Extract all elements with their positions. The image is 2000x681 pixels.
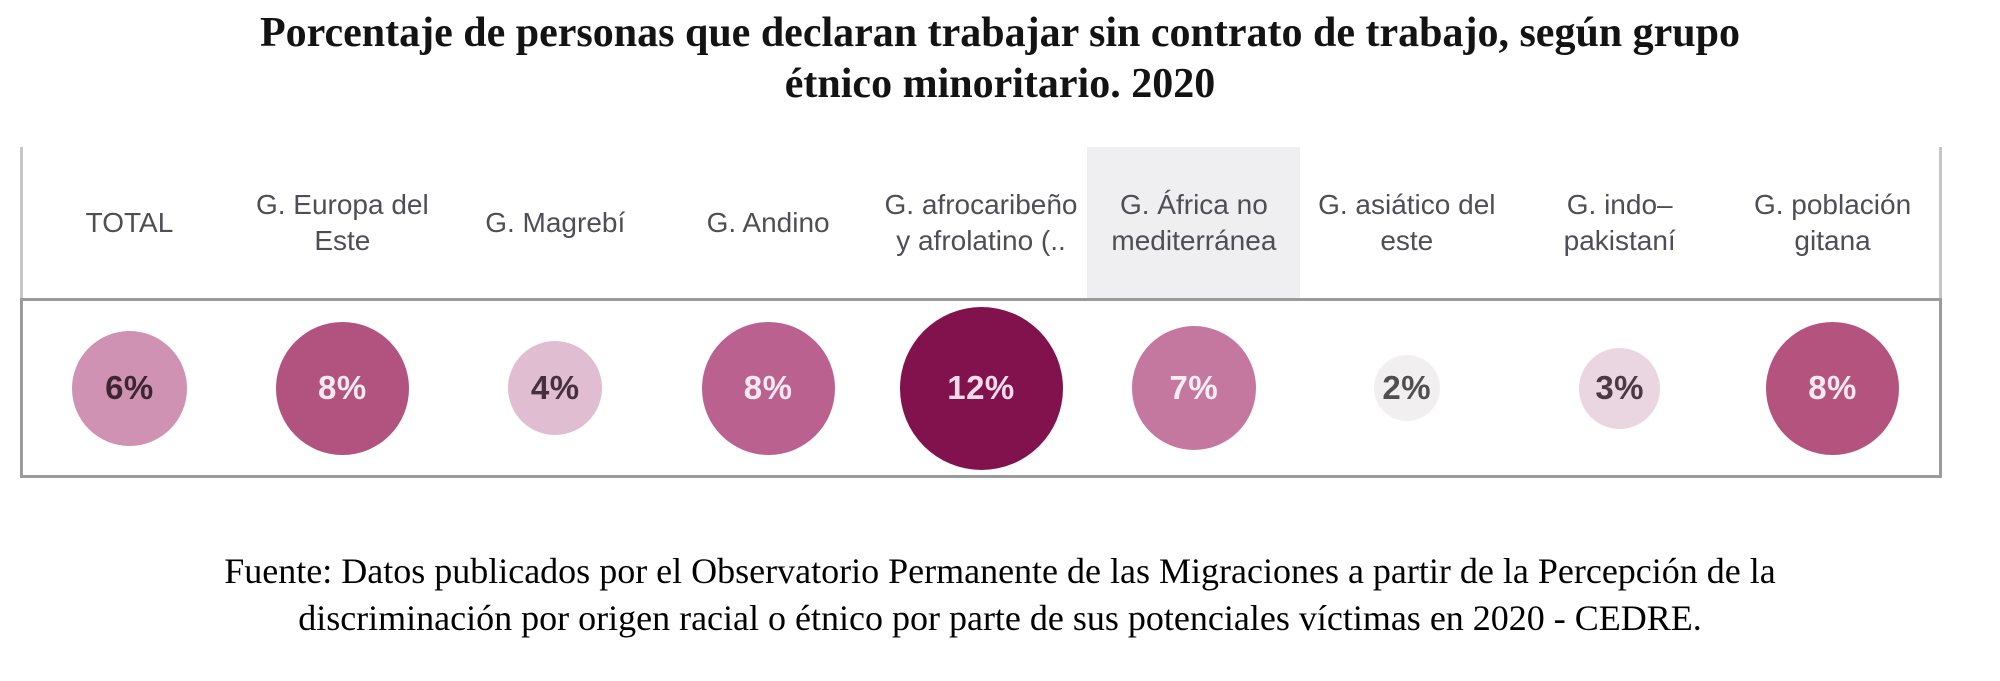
bubble-value-label: 2%	[1382, 369, 1432, 406]
column-header-row	[20, 147, 1942, 298]
bubble-value-label: 8%	[743, 369, 793, 406]
chart-area	[20, 147, 1942, 478]
bubble-plot-area	[20, 298, 1942, 478]
bubble-cell-9	[1726, 301, 1939, 475]
bubble-cell-7	[1300, 301, 1513, 475]
bubble-cell-6	[1087, 301, 1300, 475]
column-header-7[interactable]: G. asiático del este	[1318, 188, 1496, 256]
bubble-cell-5	[875, 301, 1088, 475]
column-header-2[interactable]: G. Europa del Este	[255, 188, 429, 256]
column-header-1[interactable]: TOTAL	[85, 206, 174, 238]
source-note-line1: Fuente: Datos publicados por el Observatorio Permanente de las Migraciones a partir de la Percepción de la	[224, 551, 1776, 591]
column-header-5[interactable]: G. afrocaribeño y afrolatino (..	[884, 188, 1078, 256]
chart-title	[0, 8, 2000, 110]
bubble-cell-1	[23, 301, 236, 475]
column-header-8[interactable]: G. indo–pakistaní	[1563, 188, 1676, 256]
percentage-bubble-4[interactable]	[702, 322, 835, 455]
column-header-4[interactable]: G. Andino	[706, 206, 830, 238]
source-note-line2: discriminación por origen racial o étnico por parte de sus potenciales víctimas en 2020 - CEDRE.	[298, 598, 1702, 638]
percentage-bubble-1[interactable]	[72, 331, 187, 446]
percentage-bubble-3[interactable]	[508, 341, 602, 435]
percentage-bubble-7[interactable]	[1374, 355, 1440, 421]
bubble-cell-4	[662, 301, 875, 475]
bubble-value-label: 12%	[947, 369, 1015, 406]
percentage-bubble-9[interactable]	[1766, 322, 1899, 455]
bubble-cell-2	[236, 301, 449, 475]
source-note	[0, 548, 2000, 642]
chart-title-line1: Porcentaje de personas que declaran trabajar sin contrato de trabajo, según grupo	[259, 10, 1741, 56]
percentage-bubble-8[interactable]	[1579, 348, 1660, 429]
bubble-cell-3	[449, 301, 662, 475]
bubble-cell-8	[1513, 301, 1726, 475]
percentage-bubble-5[interactable]	[900, 307, 1063, 470]
column-header-9[interactable]: G. población gitana	[1753, 188, 1912, 256]
percentage-bubble-6[interactable]	[1132, 326, 1256, 450]
bubble-value-label: 8%	[1808, 369, 1857, 406]
bubble-value-label: 6%	[105, 369, 154, 406]
column-header-6[interactable]: G. África no mediterránea	[1087, 147, 1300, 298]
bubble-value-label: 7%	[1169, 369, 1219, 406]
column-header-3[interactable]: G. Magrebí	[485, 206, 626, 238]
bubble-value-label: 3%	[1595, 369, 1645, 406]
bubble-value-label: 8%	[317, 369, 367, 406]
percentage-bubble-2[interactable]	[276, 322, 409, 455]
chart-title-line2: étnico minoritario. 2020	[784, 61, 1216, 107]
bubble-value-label: 4%	[530, 369, 580, 406]
